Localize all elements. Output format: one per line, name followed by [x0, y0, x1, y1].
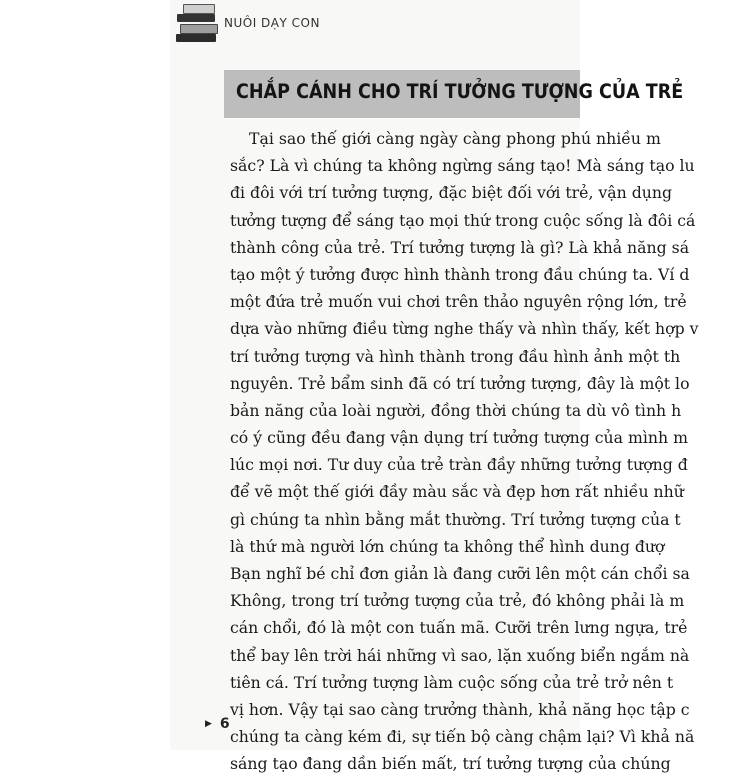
text-line: để vẽ một thế giới đầy màu sắc và đẹp hơn rất nhiều nhữ — [230, 482, 684, 502]
text-line: thành công của trẻ. Trí tưởng tượng là gì? Là khả năng sá — [230, 237, 690, 257]
books-stack-icon — [175, 0, 217, 44]
text-line: nguyên. Trẻ bẩm sinh đã có trí tưởng tượng, đây là một lo — [230, 373, 690, 393]
book-spine-top — [183, 4, 215, 14]
chapter-title: CHẮP CÁNH CHO TRÍ TƯỞNG TƯỢNG CỦA TRẺ — [236, 80, 684, 103]
text-line: Tại sao thế giới càng ngày càng phong phú nhiều m — [249, 129, 661, 148]
text-line: Không, trong trí tưởng tượng của trẻ, đó không phải là m — [230, 591, 685, 611]
running-header: NUÔI DẠY CON — [224, 16, 320, 30]
text-line: một đứa trẻ muốn vui chơi trên thảo nguyên rộng lớn, trẻ — [230, 292, 687, 312]
text-line: có ý cũng đều đang vận dụng trí tưởng tượng của mình m — [230, 428, 688, 448]
book-spine-3 — [180, 24, 218, 34]
page-number: 6 — [219, 716, 230, 732]
text-line: Bạn nghĩ bé chỉ đơn giản là đang cưỡi lên một cán chổi sa — [230, 564, 690, 583]
text-line: đi đôi với trí tưởng tượng, đặc biệt đối với trẻ, vận dụng — [230, 183, 673, 203]
text-line: dựa vào những điều từng nghe thấy và nhìn thấy, kết hợp v — [230, 319, 699, 339]
body-text — [230, 125, 699, 774]
text-line: tiên cá. Trí tưởng tượng làm cuộc sống của trẻ trở nên t — [230, 672, 674, 692]
text-line: lúc mọi nơi. Tư duy của trẻ tràn đầy những tưởng tượng đ — [230, 455, 688, 475]
text-line: là thứ mà người lớn chúng ta không thể hình dung đượ — [230, 536, 665, 556]
text-line: sáng tạo đang dần biến mất, trí tưởng tượng của chúng — [230, 754, 671, 774]
text-line: chúng ta càng kém đi, sự tiến bộ càng chậm lại? Vì khả nă — [230, 727, 695, 747]
text-line: gì chúng ta nhìn bằng mắt thường. Trí tưởng tượng của t — [230, 509, 681, 529]
book-spine-4 — [176, 34, 216, 42]
book-spine-2 — [177, 14, 215, 22]
text-line: bản năng của loài người, đồng thời chúng ta dù vô tình h — [230, 400, 682, 420]
text-line: tưởng tượng để sáng tạo mọi thứ trong cuộc sống là đôi cá — [230, 210, 696, 230]
page-marker-icon: ▶ — [205, 719, 212, 729]
text-line: vị hơn. Vậy tại sao càng trưởng thành, khả năng học tập c — [230, 699, 690, 719]
page-footer — [205, 716, 230, 732]
text-line: thể bay lên trời hái những vì sao, lặn xuống biển ngắm nà — [230, 645, 690, 665]
text-line: sắc? Là vì chúng ta không ngừng sáng tạo! Mà sáng tạo lu — [230, 156, 695, 176]
text-line: cán chổi, đó là một con tuấn mã. Cưỡi trên lưng ngựa, trẻ — [230, 618, 688, 638]
text-line: tạo một ý tưởng được hình thành trong đầu chúng ta. Ví d — [230, 264, 690, 284]
text-line: trí tưởng tượng và hình thành trong đầu hình ảnh một th — [230, 346, 681, 366]
